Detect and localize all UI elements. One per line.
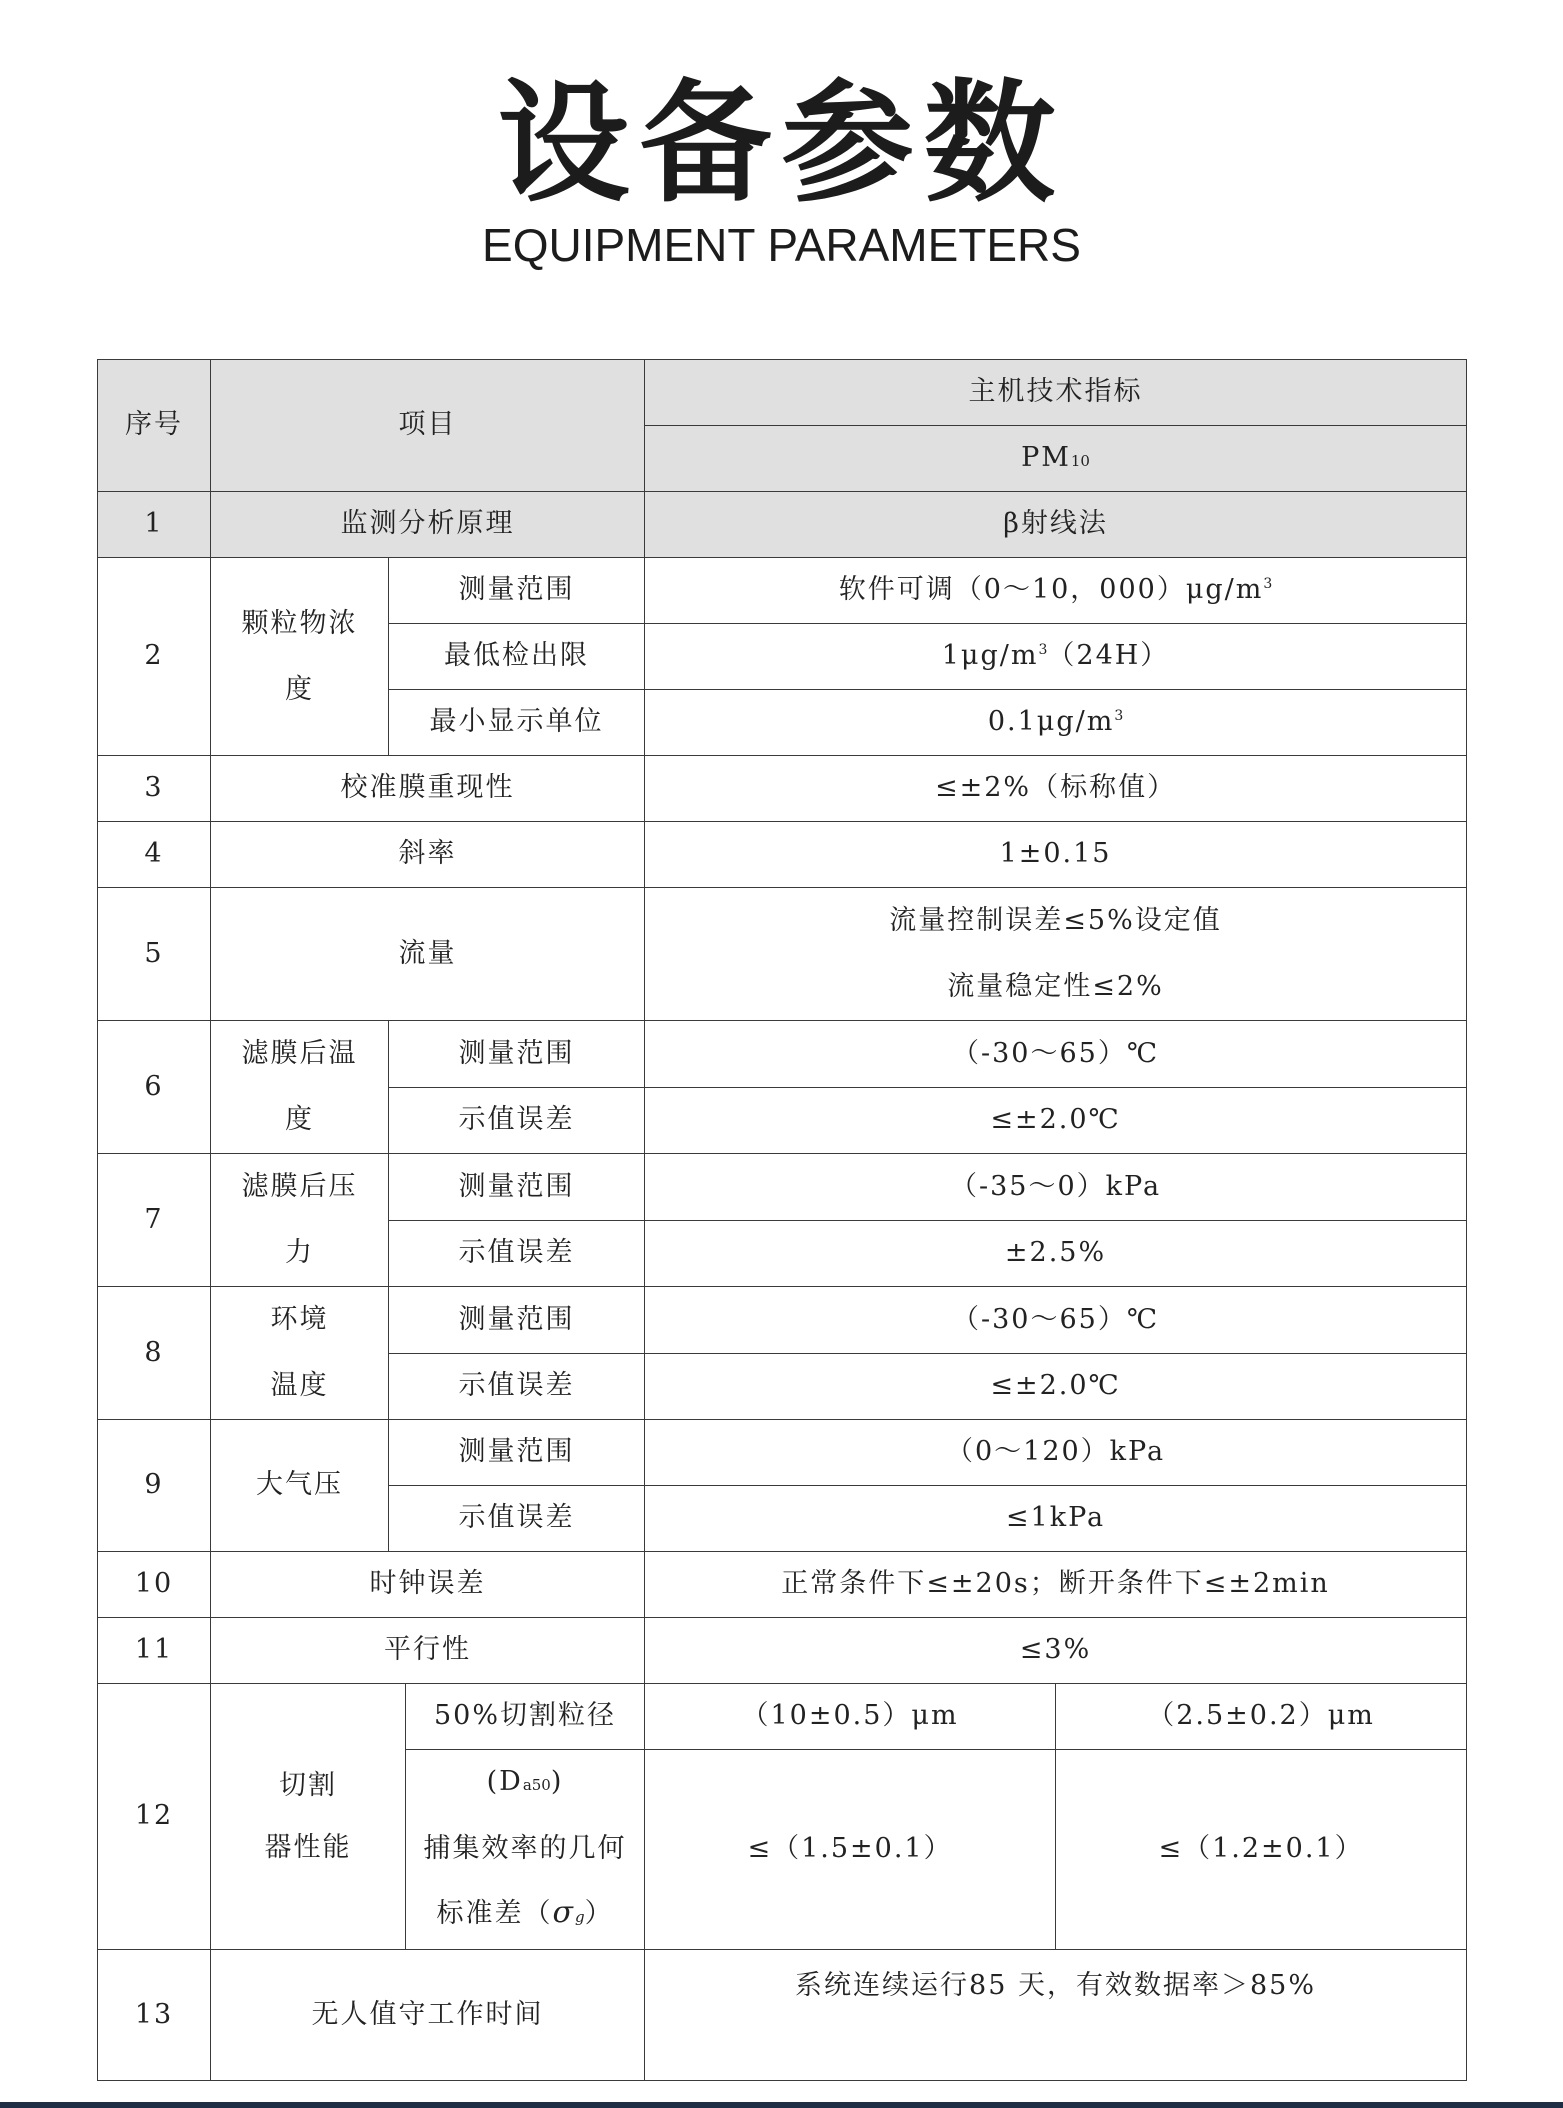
row-item: 平行性 bbox=[211, 1618, 645, 1684]
value-line: 流量稳定性≤2% bbox=[947, 971, 1164, 1002]
row-sub-item: 测量范围 bbox=[389, 1154, 645, 1221]
value-line: 流量控制误差≤5%设定值 bbox=[889, 905, 1222, 936]
row-sub-item: 示值误差 bbox=[389, 1087, 645, 1154]
row-item-text: 滤膜后压力 bbox=[241, 1171, 358, 1268]
row-sub-item: 示值误差 bbox=[389, 1220, 645, 1287]
row-item: 流量 bbox=[211, 888, 645, 1021]
sigma-symbol: σ bbox=[552, 1895, 575, 1930]
row-value: （-35～0）kPa bbox=[645, 1154, 1467, 1221]
row-sub-item: 示值误差 bbox=[389, 1486, 645, 1552]
row-value bbox=[645, 888, 1467, 1021]
row-no: 2 bbox=[98, 558, 211, 756]
row-sub-item bbox=[406, 1750, 645, 1950]
row-no: 6 bbox=[98, 1021, 211, 1154]
table-row bbox=[98, 1684, 1467, 1750]
row-value: β射线法 bbox=[645, 492, 1467, 558]
row-item bbox=[211, 1684, 406, 1950]
row-item bbox=[211, 558, 389, 756]
row-no: 9 bbox=[98, 1420, 211, 1552]
row-value bbox=[645, 624, 1467, 690]
sub-item-text: 标准差（ bbox=[436, 1898, 553, 1929]
header-no: 序号 bbox=[98, 360, 211, 492]
value-superscript: 3 bbox=[1038, 642, 1048, 659]
value-superscript: 3 bbox=[1263, 576, 1273, 593]
row-value: 系统连续运行85 天，有效数据率＞85% bbox=[645, 1950, 1467, 2081]
row-item: 监测分析原理 bbox=[211, 492, 645, 558]
row-value bbox=[645, 558, 1467, 624]
header-row bbox=[98, 360, 1467, 426]
sub-item-text: ） bbox=[584, 1898, 614, 1929]
sub-item-line bbox=[406, 1750, 644, 1817]
row-no: 8 bbox=[98, 1287, 211, 1420]
table-row bbox=[98, 822, 1467, 888]
sub-item-line bbox=[406, 1881, 644, 1949]
row-sub-item: 50%切割粒径 bbox=[406, 1684, 645, 1750]
sub-item-subscript: a50 bbox=[522, 1776, 551, 1794]
row-value bbox=[645, 690, 1467, 756]
row-item bbox=[211, 1287, 389, 1420]
row-sub-item: 测量范围 bbox=[389, 1287, 645, 1354]
row-value: （2.5±0.2）μm bbox=[1056, 1684, 1467, 1750]
row-item-line: 温度 bbox=[270, 1370, 329, 1401]
row-item: 大气压 bbox=[211, 1420, 389, 1552]
header-spec: 主机技术指标 bbox=[645, 360, 1467, 426]
sub-item-line: 捕集效率的几何 bbox=[423, 1833, 627, 1864]
row-value: 正常条件下≤±20s；断开条件下≤±2min bbox=[645, 1552, 1467, 1618]
row-value: （0～120）kPa bbox=[645, 1420, 1467, 1486]
page-title-english: EQUIPMENT PARAMETERS bbox=[482, 219, 1081, 271]
header-model bbox=[645, 426, 1467, 492]
row-sub-item: 示值误差 bbox=[389, 1353, 645, 1420]
row-value: （10±0.5）μm bbox=[645, 1684, 1056, 1750]
footer-bar bbox=[0, 2102, 1563, 2108]
row-item-text: 颗粒物浓度 bbox=[241, 607, 358, 705]
row-item bbox=[211, 1021, 389, 1154]
row-sub-item: 最低检出限 bbox=[389, 624, 645, 690]
row-value: ≤1kPa bbox=[645, 1486, 1467, 1552]
header-item: 项目 bbox=[211, 360, 645, 492]
value-text: （24H） bbox=[1047, 640, 1170, 672]
table-row bbox=[98, 756, 1467, 822]
table-row bbox=[98, 1618, 1467, 1684]
table-row bbox=[98, 1021, 1467, 1088]
row-item: 校准膜重现性 bbox=[211, 756, 645, 822]
row-no: 7 bbox=[98, 1154, 211, 1287]
parameters-table bbox=[97, 359, 1467, 2081]
row-value: （-30～65）℃ bbox=[645, 1021, 1467, 1088]
row-item bbox=[211, 1154, 389, 1287]
row-no: 10 bbox=[98, 1552, 211, 1618]
row-value: ≤（1.2±0.1） bbox=[1056, 1750, 1467, 1950]
table-row bbox=[98, 492, 1467, 558]
row-value: （-30～65）℃ bbox=[645, 1287, 1467, 1354]
table-row bbox=[98, 1420, 1467, 1486]
table-row bbox=[98, 888, 1467, 1021]
row-value: 1±0.15 bbox=[645, 822, 1467, 888]
model-subscript: 10 bbox=[1070, 452, 1090, 471]
value-text: 1μg/m bbox=[941, 640, 1039, 672]
row-value: ≤±2.0℃ bbox=[645, 1087, 1467, 1154]
model-name: PM bbox=[1021, 442, 1071, 474]
page-title-chinese: 设备参数 bbox=[497, 67, 1066, 221]
row-value: ±2.5% bbox=[645, 1220, 1467, 1287]
row-value: ≤±2.0℃ bbox=[645, 1353, 1467, 1420]
row-value: ≤（1.5±0.1） bbox=[645, 1750, 1056, 1950]
row-sub-item: 测量范围 bbox=[389, 1420, 645, 1486]
row-item-line: 环境 bbox=[270, 1304, 329, 1335]
sub-item-text: ) bbox=[550, 1766, 564, 1797]
row-item-line: 器性能 bbox=[264, 1831, 352, 1863]
row-no: 5 bbox=[98, 888, 211, 1021]
row-item-text: 滤膜后温度 bbox=[241, 1038, 358, 1135]
table-row bbox=[98, 1287, 1467, 1354]
row-no: 4 bbox=[98, 822, 211, 888]
row-item-line: 切割 bbox=[279, 1769, 337, 1801]
table-row bbox=[98, 558, 1467, 624]
value-text: 软件可调（0～10，000）μg/m bbox=[838, 574, 1264, 606]
value-superscript: 3 bbox=[1114, 708, 1124, 725]
row-sub-item: 最小显示单位 bbox=[389, 690, 645, 756]
row-no: 1 bbox=[98, 492, 211, 558]
row-no: 11 bbox=[98, 1618, 211, 1684]
row-no: 13 bbox=[98, 1950, 211, 2081]
sigma-subscript: g bbox=[574, 1908, 585, 1926]
value-text: 0.1μg/m bbox=[987, 706, 1115, 738]
row-no: 3 bbox=[98, 756, 211, 822]
table-row bbox=[98, 1950, 1467, 2081]
row-no: 12 bbox=[98, 1684, 211, 1950]
row-sub-item: 测量范围 bbox=[389, 558, 645, 624]
row-item: 斜率 bbox=[211, 822, 645, 888]
row-sub-item: 测量范围 bbox=[389, 1021, 645, 1088]
row-item: 时钟误差 bbox=[211, 1552, 645, 1618]
row-value: ≤3% bbox=[645, 1618, 1467, 1684]
table-row bbox=[98, 1552, 1467, 1618]
row-item: 无人值守工作时间 bbox=[211, 1950, 645, 2081]
sub-item-text: (D bbox=[486, 1766, 523, 1797]
table-row bbox=[98, 1154, 1467, 1221]
row-value: ≤±2%（标称值） bbox=[645, 756, 1467, 822]
